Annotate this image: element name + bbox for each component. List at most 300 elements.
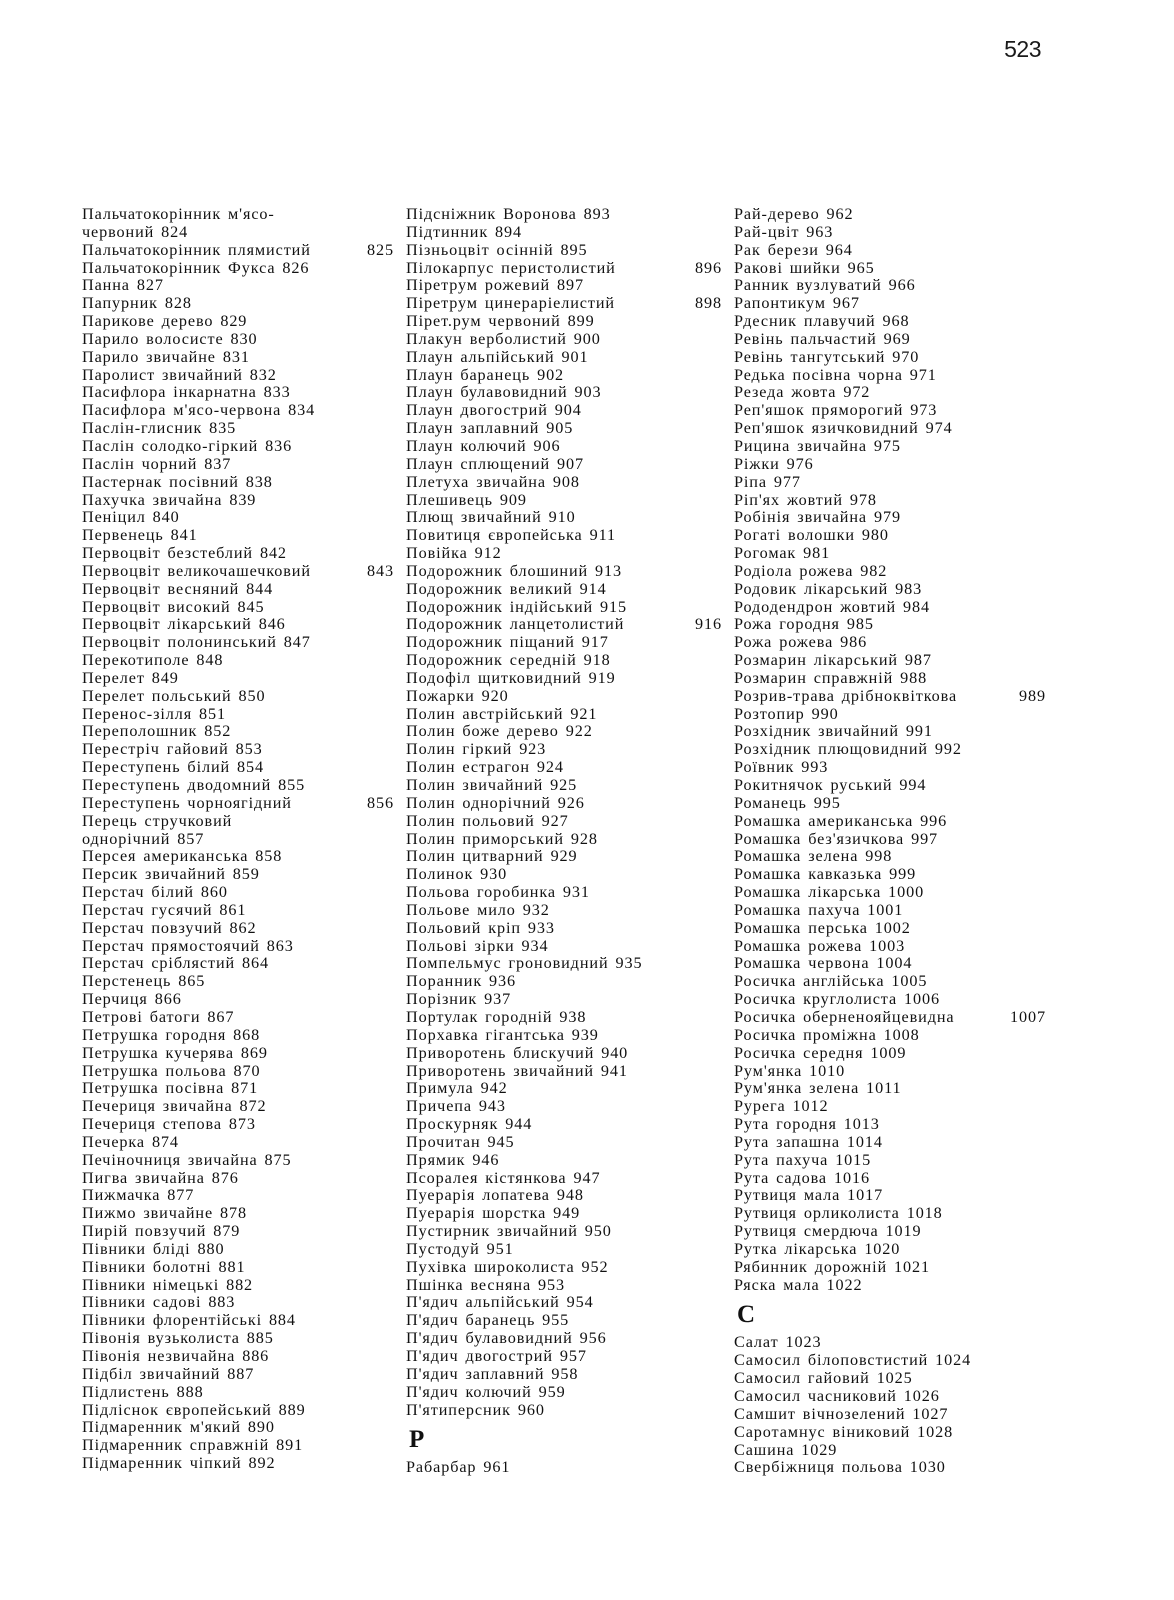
index-entry bbox=[82, 384, 394, 402]
index-entry-text: Перелет польський 850 bbox=[82, 686, 266, 705]
index-entry bbox=[82, 331, 394, 349]
index-entry bbox=[82, 1170, 394, 1188]
index-entry-page-number: 843 bbox=[367, 561, 394, 580]
index-entry bbox=[734, 1116, 1046, 1134]
index-entry bbox=[734, 1187, 1046, 1205]
index-entry-text: Рутвиця смердюча 1019 bbox=[734, 1222, 922, 1241]
index-entry-text: П'ядич альпійський 954 bbox=[406, 1293, 594, 1312]
index-entry bbox=[82, 1277, 394, 1295]
index-entry-text: Росичка круглолиста 1006 bbox=[734, 990, 940, 1009]
index-entry bbox=[734, 902, 1046, 920]
index-entry bbox=[734, 831, 1046, 849]
index-entry bbox=[734, 706, 1046, 724]
index-entry-text: Ріжки 976 bbox=[734, 454, 814, 473]
index-entry bbox=[82, 902, 394, 920]
index-entry-text: Ракові шийки 965 bbox=[734, 258, 875, 277]
index-entry bbox=[406, 206, 722, 224]
index-entry bbox=[82, 831, 394, 849]
index-entry bbox=[734, 420, 1046, 438]
index-entry bbox=[734, 795, 1046, 813]
index-entry bbox=[406, 1152, 722, 1170]
index-entry bbox=[734, 813, 1046, 831]
index-entry-text: Росичка англійська 1005 bbox=[734, 972, 928, 991]
index-entry bbox=[406, 1402, 722, 1420]
index-entry-term: Пілокарпус перистолистий bbox=[406, 258, 616, 277]
index-entry bbox=[406, 1223, 722, 1241]
page-number: 523 bbox=[1004, 36, 1041, 62]
index-entry bbox=[734, 1080, 1046, 1098]
index-entry-text: Помпельмус гроновидний 935 bbox=[406, 954, 643, 973]
index-entry bbox=[406, 402, 722, 420]
index-entry bbox=[734, 402, 1046, 420]
index-entry-text: Ріпа 977 bbox=[734, 472, 801, 491]
index-entry bbox=[406, 295, 722, 313]
index-entry bbox=[734, 741, 1046, 759]
index-entry-text: Ромашка рожева 1003 bbox=[734, 936, 906, 955]
index-entry-text: Ревінь тангутський 970 bbox=[734, 347, 920, 366]
index-entry-text: Пуерарія лопатева 948 bbox=[406, 1186, 584, 1205]
index-entry bbox=[82, 1063, 394, 1081]
index-entry bbox=[82, 1027, 394, 1045]
index-entry bbox=[82, 1455, 394, 1473]
index-entry bbox=[82, 474, 394, 492]
index-entry-text: Псоралея кістянкова 947 bbox=[406, 1168, 601, 1187]
index-entry-text: Родіола рожева 982 bbox=[734, 561, 888, 580]
index-entry bbox=[82, 1098, 394, 1116]
index-entry-text: Плаун баранець 902 bbox=[406, 365, 565, 384]
index-entry bbox=[406, 456, 722, 474]
index-entry-text: Родовик лікарський 983 bbox=[734, 579, 923, 598]
index-entry-text: Рутвиця орликолиста 1018 bbox=[734, 1204, 943, 1223]
index-entry bbox=[406, 1366, 722, 1384]
index-entry bbox=[82, 652, 394, 670]
index-entry bbox=[734, 1009, 1046, 1027]
index-entry-text: Свербіжниця польова 1030 bbox=[734, 1458, 946, 1477]
index-entry-text: Плаун двогострий 904 bbox=[406, 401, 582, 420]
index-entry-text: Розтопир 990 bbox=[734, 704, 839, 723]
index-entry-text: Прочитан 945 bbox=[406, 1132, 515, 1151]
index-entry bbox=[82, 367, 394, 385]
index-entry-text: Подорожник піщаний 917 bbox=[406, 633, 609, 652]
index-entry bbox=[406, 688, 722, 706]
index-entry bbox=[734, 313, 1046, 331]
index-entry-text: Перстач сріблястий 864 bbox=[82, 954, 269, 973]
index-entry bbox=[82, 1312, 394, 1330]
index-entry-text: Полин звичайний 925 bbox=[406, 776, 578, 794]
index-entry bbox=[406, 1312, 722, 1330]
index-entry-text: Полин цитварний 929 bbox=[406, 847, 578, 866]
index-entry-page-number: 856 bbox=[367, 793, 394, 812]
index-entry-text: Плаун колючий 906 bbox=[406, 436, 561, 455]
index-entry bbox=[406, 777, 722, 795]
index-entry-text: Пірет.рум червоний 899 bbox=[406, 312, 595, 331]
index-entry bbox=[734, 1424, 1046, 1442]
index-entry bbox=[734, 242, 1046, 260]
index-entry-page-number: 916 bbox=[695, 615, 722, 634]
index-entry-text: Рабарбар 961 bbox=[406, 1458, 511, 1477]
index-entry-text: Повійка 912 bbox=[406, 544, 502, 563]
index-entry-text: Полин австрійський 921 bbox=[406, 704, 598, 723]
index-entry-text: Пухівка широколиста 952 bbox=[406, 1257, 609, 1276]
index-entry-text: Примула 942 bbox=[406, 1079, 508, 1098]
index-entry-text: Прямик 946 bbox=[406, 1150, 500, 1169]
index-entry-text: Перекотиполе 848 bbox=[82, 651, 224, 670]
index-entry-text: Персик звичайний 859 bbox=[82, 865, 260, 884]
index-entry bbox=[734, 492, 1046, 510]
index-entry-text: Паслін солодко-гіркий 836 bbox=[82, 436, 293, 455]
index-entry-text: Ромашка кавказька 999 bbox=[734, 865, 917, 884]
index-entry bbox=[406, 277, 722, 295]
index-entry-text: Пасифлора м'ясо-червона 834 bbox=[82, 401, 316, 420]
index-entry bbox=[406, 599, 722, 617]
index-entry-text: однорічний 857 bbox=[82, 829, 205, 848]
index-entry-text: Полинок 930 bbox=[406, 865, 508, 884]
index-entry-text: Рурега 1012 bbox=[734, 1097, 829, 1116]
index-entry bbox=[406, 260, 722, 278]
index-entry bbox=[734, 1406, 1046, 1424]
index-entry bbox=[734, 938, 1046, 956]
index-entry-text: Роївник 993 bbox=[734, 758, 829, 777]
index-entry bbox=[406, 1241, 722, 1259]
index-entry bbox=[734, 723, 1046, 741]
index-entry-text: Ромашка пахуча 1001 bbox=[734, 900, 904, 919]
index-entry bbox=[406, 581, 722, 599]
index-entry-text: П'ядич булавовидний 956 bbox=[406, 1329, 607, 1348]
index-entry bbox=[406, 938, 722, 956]
index-entry-text: Плаун булавовидний 903 bbox=[406, 383, 602, 402]
index-entry-text: Редька посівна чорна 971 bbox=[734, 365, 937, 384]
index-entry bbox=[406, 420, 722, 438]
index-entry bbox=[82, 955, 394, 973]
index-entry bbox=[734, 1370, 1046, 1388]
index-entry-text: Перенос-зілля 851 bbox=[82, 704, 227, 723]
index-entry bbox=[406, 1116, 722, 1134]
index-entry bbox=[734, 1223, 1046, 1241]
index-entry bbox=[734, 973, 1046, 991]
index-entry-text: Розмарин лікарський 987 bbox=[734, 651, 932, 670]
index-entry bbox=[406, 224, 722, 242]
index-entry bbox=[406, 634, 722, 652]
index-entry-text: Самосил білоповстистий 1024 bbox=[734, 1351, 972, 1370]
index-entry-text: Саротамнус віниковий 1028 bbox=[734, 1422, 954, 1441]
index-entry-text: Плаун заплавний 905 bbox=[406, 419, 574, 438]
index-entry bbox=[82, 670, 394, 688]
section-letter-heading: С bbox=[737, 1301, 756, 1329]
index-entry-text: Самосил гайовий 1025 bbox=[734, 1369, 913, 1388]
index-entry bbox=[82, 545, 394, 563]
index-entry-text: Робінія звичайна 979 bbox=[734, 508, 901, 527]
index-entry bbox=[82, 581, 394, 599]
index-entry bbox=[82, 402, 394, 420]
index-entry-text: Рум'янка зелена 1011 bbox=[734, 1079, 902, 1098]
index-entry-text: Пуерарія шорстка 949 bbox=[406, 1204, 581, 1223]
index-entry-text: Ромашка без'язичкова 997 bbox=[734, 829, 939, 848]
index-entry bbox=[82, 920, 394, 938]
index-entry bbox=[82, 295, 394, 313]
index-entry bbox=[406, 1063, 722, 1081]
index-entry bbox=[82, 1045, 394, 1063]
index-entry bbox=[406, 545, 722, 563]
index-entry bbox=[82, 848, 394, 866]
index-entry-text: Півники флорентійські 884 bbox=[82, 1311, 296, 1330]
index-entry bbox=[406, 474, 722, 492]
index-entry bbox=[406, 1330, 722, 1348]
index-column-3 bbox=[734, 206, 1046, 1477]
index-entry-text: Плющ звичайний 910 bbox=[406, 508, 576, 527]
index-entry-text: червоний 824 bbox=[82, 222, 189, 241]
index-entry bbox=[82, 1402, 394, 1420]
index-entry-text: Перчиця 866 bbox=[82, 990, 182, 1009]
index-entry bbox=[734, 474, 1046, 492]
index-entry-text: Сашина 1029 bbox=[734, 1440, 838, 1459]
index-entry-text: Пастернак посівний 838 bbox=[82, 472, 273, 491]
index-entry-text: Полин польовий 927 bbox=[406, 811, 569, 830]
index-entry bbox=[82, 688, 394, 706]
index-entry bbox=[734, 206, 1046, 224]
index-entry-text: Печіночниця звичайна 875 bbox=[82, 1150, 292, 1169]
index-entry-text: Пальчатокорінник Фукса 826 bbox=[82, 258, 310, 277]
index-entry-text: Плаун сплющений 907 bbox=[406, 454, 585, 473]
index-entry-text: Парило звичайне 831 bbox=[82, 347, 250, 366]
index-entry-text: Поранник 936 bbox=[406, 972, 517, 991]
index-entry bbox=[734, 456, 1046, 474]
section-letter-heading: Р bbox=[409, 1426, 425, 1454]
index-entry bbox=[734, 991, 1046, 1009]
index-entry bbox=[406, 1098, 722, 1116]
index-entry bbox=[406, 1294, 722, 1312]
index-entry bbox=[82, 563, 394, 581]
index-entry bbox=[406, 1045, 722, 1063]
index-entry-text: Рапонтикум 967 bbox=[734, 294, 860, 313]
index-entry-text: Петрушка польова 870 bbox=[82, 1061, 261, 1080]
index-entry bbox=[82, 777, 394, 795]
index-entry bbox=[406, 331, 722, 349]
index-entry-text: Перстач білий 860 bbox=[82, 883, 228, 902]
index-entry bbox=[406, 1277, 722, 1295]
index-entry-text: Папурник 828 bbox=[82, 294, 192, 313]
index-entry-text: Пахучка звичайна 839 bbox=[82, 490, 257, 509]
index-entry-text: Паслін чорний 837 bbox=[82, 454, 232, 473]
index-entry-text: Рай-дерево 962 bbox=[734, 205, 854, 223]
index-entry-text: Плакун верболистий 900 bbox=[406, 329, 601, 348]
index-entry-text: Пижмачка 877 bbox=[82, 1186, 195, 1205]
index-entry bbox=[734, 616, 1046, 634]
index-entry bbox=[406, 1027, 722, 1045]
index-entry-text: Рум'янка 1010 bbox=[734, 1061, 846, 1080]
index-entry-text: Рута городня 1013 bbox=[734, 1115, 880, 1134]
index-entry bbox=[82, 866, 394, 884]
index-entry bbox=[734, 1027, 1046, 1045]
index-entry-text: Переступень дводомний 855 bbox=[82, 776, 306, 794]
index-entry-text: Панна 827 bbox=[82, 276, 164, 295]
index-entry bbox=[82, 706, 394, 724]
index-entry bbox=[406, 706, 722, 724]
index-entry bbox=[82, 260, 394, 278]
index-entry-text: Переступень білий 854 bbox=[82, 758, 265, 777]
index-entry bbox=[734, 1388, 1046, 1406]
index-entry bbox=[734, 1098, 1046, 1116]
index-entry-text: Парикове дерево 829 bbox=[82, 312, 248, 331]
index-entry bbox=[82, 1419, 394, 1437]
index-entry-text: Печерка 874 bbox=[82, 1132, 179, 1151]
index-entry bbox=[406, 920, 722, 938]
index-entry bbox=[734, 1045, 1046, 1063]
index-entry bbox=[406, 349, 722, 367]
index-entry bbox=[406, 848, 722, 866]
index-entry-text: П'ядич двогострий 957 bbox=[406, 1347, 587, 1365]
index-entry-text: Півники бліді 880 bbox=[82, 1239, 225, 1258]
index-entry bbox=[734, 260, 1046, 278]
index-entry bbox=[734, 509, 1046, 527]
index-entry-text: Розмарин справжній 988 bbox=[734, 668, 928, 687]
index-entry-text: Ранник вузлуватий 966 bbox=[734, 276, 916, 295]
index-column-1 bbox=[82, 206, 394, 1473]
index-entry bbox=[406, 367, 722, 385]
index-entry bbox=[406, 973, 722, 991]
index-entry-text: Ромашка американська 996 bbox=[734, 811, 948, 830]
index-entry-text: Рогаті волошки 980 bbox=[734, 526, 889, 545]
index-entry bbox=[406, 795, 722, 813]
index-entry bbox=[406, 884, 722, 902]
index-entry bbox=[82, 527, 394, 545]
index-entry-text: Рицина звичайна 975 bbox=[734, 436, 901, 455]
index-entry-text: Паролист звичайний 832 bbox=[82, 365, 277, 384]
index-entry bbox=[734, 295, 1046, 313]
index-entry bbox=[406, 1384, 722, 1402]
index-entry-text: Рута садова 1016 bbox=[734, 1168, 870, 1187]
index-entry-text: Півонія вузьколиста 885 bbox=[82, 1329, 274, 1348]
index-entry bbox=[734, 1459, 1046, 1477]
index-entry-text: Півонія незвичайна 886 bbox=[82, 1347, 270, 1365]
index-entry bbox=[406, 831, 722, 849]
index-entry-text: Самшит вічнозелений 1027 bbox=[734, 1404, 949, 1423]
index-entry-text: Петрушка посівна 871 bbox=[82, 1079, 259, 1098]
index-entry bbox=[406, 670, 722, 688]
index-entry bbox=[406, 563, 722, 581]
index-entry-text: Первоцвіт полонинський 847 bbox=[82, 633, 311, 652]
index-entry-text: Ревінь пальчастий 969 bbox=[734, 329, 911, 348]
index-entry-text: Рожа рожева 986 bbox=[734, 633, 868, 652]
index-entry-text: Пасифлора інкарнатна 833 bbox=[82, 383, 291, 402]
index-entry bbox=[82, 1259, 394, 1277]
index-entry bbox=[82, 634, 394, 652]
index-entry bbox=[82, 224, 394, 242]
index-entry-text: Рай-цвіт 963 bbox=[734, 222, 834, 241]
index-entry-text: Рожа городня 985 bbox=[734, 615, 874, 634]
index-entry bbox=[82, 1294, 394, 1312]
index-entry bbox=[82, 206, 394, 224]
index-entry bbox=[406, 1170, 722, 1188]
index-entry bbox=[734, 884, 1046, 902]
index-entry bbox=[734, 670, 1046, 688]
index-entry-text: Петрові батоги 867 bbox=[82, 1007, 235, 1026]
index-entry-page-number: 1007 bbox=[1010, 1007, 1046, 1026]
index-entry-term: Піретрум цинераріелистий bbox=[406, 294, 615, 313]
index-entry bbox=[734, 581, 1046, 599]
index-entry bbox=[82, 492, 394, 510]
index-entry bbox=[734, 688, 1046, 706]
index-entry-text: П'ядич колючий 959 bbox=[406, 1382, 566, 1401]
index-entry bbox=[82, 349, 394, 367]
index-entry-text: Перстенець 865 bbox=[82, 972, 206, 991]
index-entry-text: Рокитнячок руський 994 bbox=[734, 776, 927, 794]
index-entry bbox=[82, 242, 394, 260]
index-entry-page-number: 898 bbox=[695, 294, 722, 313]
index-entry-text: Печериця звичайна 872 bbox=[82, 1097, 267, 1116]
index-entry-text: Ромашка перська 1002 bbox=[734, 918, 911, 937]
index-entry bbox=[734, 438, 1046, 456]
index-entry bbox=[406, 1459, 722, 1477]
index-entry-text: Рогомак 981 bbox=[734, 544, 831, 563]
index-entry-text: Росичка середня 1009 bbox=[734, 1043, 907, 1062]
index-entry-text: Петрушка городня 868 bbox=[82, 1025, 261, 1044]
index-entry bbox=[406, 438, 722, 456]
index-entry-text: Рдесник плавучий 968 bbox=[734, 312, 910, 331]
index-entry-text: Самосил часниковий 1026 bbox=[734, 1387, 940, 1405]
index-entry-page-number: 896 bbox=[695, 258, 722, 277]
index-entry bbox=[82, 1384, 394, 1402]
index-entry-text: Розхідник плющовидний 992 bbox=[734, 740, 962, 759]
index-entry bbox=[82, 313, 394, 331]
index-entry bbox=[406, 1009, 722, 1027]
index-entry bbox=[406, 242, 722, 260]
index-entry bbox=[406, 955, 722, 973]
index-entry bbox=[82, 1187, 394, 1205]
index-entry-text: Парило волосисте 830 bbox=[82, 329, 258, 348]
index-entry bbox=[734, 349, 1046, 367]
index-entry bbox=[734, 1134, 1046, 1152]
index-entry-text: Пирій повзучий 879 bbox=[82, 1222, 241, 1241]
index-entry bbox=[406, 1348, 722, 1366]
index-entry-text: Петрушка кучерява 869 bbox=[82, 1043, 268, 1062]
index-entry bbox=[734, 367, 1046, 385]
index-entry-text: Первоцвіт лікарський 846 bbox=[82, 615, 286, 634]
index-entry-text: Первоцвіт високий 845 bbox=[82, 597, 265, 616]
index-entry-text: Порхавка гігантська 939 bbox=[406, 1025, 599, 1044]
index-entry-text: Польовий кріп 933 bbox=[406, 918, 555, 937]
index-entry-text: Ромашка лікарська 1000 bbox=[734, 883, 925, 902]
index-entry-text: Реп'яшок пряморогий 973 bbox=[734, 401, 938, 420]
index-entry-text: Проскурняк 944 bbox=[406, 1115, 533, 1134]
index-entry bbox=[734, 277, 1046, 295]
index-entry-page-number: 989 bbox=[1019, 686, 1046, 705]
index-entry-text: Рак берези 964 bbox=[734, 240, 853, 259]
index-entry bbox=[406, 991, 722, 1009]
index-entry-text: Подорожник блошиний 913 bbox=[406, 561, 623, 580]
index-entry-text: Персея американська 858 bbox=[82, 847, 283, 866]
index-entry bbox=[82, 1330, 394, 1348]
index-entry-text: П'ядич заплавний 958 bbox=[406, 1364, 579, 1383]
index-entry-text: Підсніжник Воронова 893 bbox=[406, 205, 611, 223]
index-entry bbox=[734, 527, 1046, 545]
index-entry bbox=[734, 955, 1046, 973]
index-entry-text: Ромашка зелена 998 bbox=[734, 847, 893, 866]
index-entry bbox=[82, 884, 394, 902]
index-entry-text: Перестріч гайовий 853 bbox=[82, 740, 263, 759]
index-entry-text: Пигва звичайна 876 bbox=[82, 1168, 239, 1187]
index-entry-text: Подофіл щитковидний 919 bbox=[406, 668, 616, 687]
index-entry bbox=[406, 652, 722, 670]
index-entry bbox=[734, 1205, 1046, 1223]
index-entry bbox=[734, 759, 1046, 777]
index-entry bbox=[734, 634, 1046, 652]
index-entry bbox=[406, 741, 722, 759]
index-entry-text: Перелет 849 bbox=[82, 668, 179, 687]
index-entry-text: Ріп'ях жовтий 978 bbox=[734, 490, 877, 509]
index-entry-text: Реп'яшок язичковидний 974 bbox=[734, 419, 953, 438]
index-entry bbox=[734, 848, 1046, 866]
index-entry-text: Рута пахуча 1015 bbox=[734, 1150, 872, 1169]
